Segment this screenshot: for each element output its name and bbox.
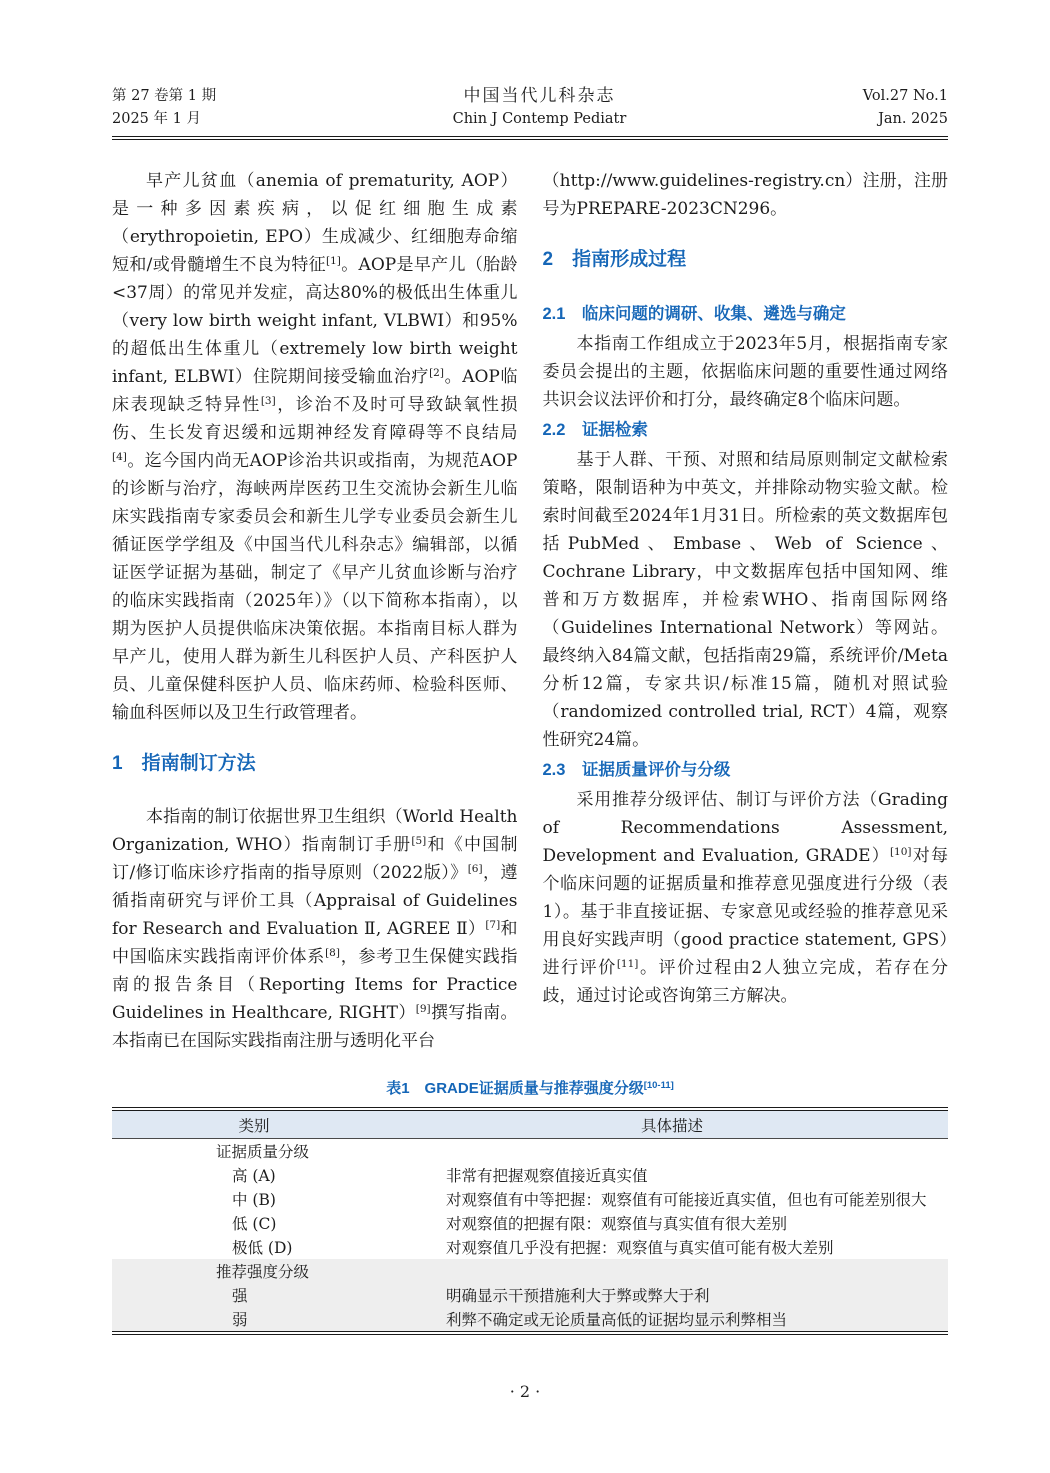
table-1-title-reference: [10-11] [643,1080,674,1091]
row-description: 利弊不确定或无论质量高低的证据均显示利弊相当 [446,1311,788,1329]
row-description: 非常有把握观察值接近真实值 [446,1167,648,1185]
section-2-2-heading: 2.2 证据检索 [542,421,648,439]
table-header-description: 具体描述 [640,1116,703,1135]
table-row-group-evidence [112,1139,948,1163]
row-category: 低 (C) [232,1215,277,1233]
section-1-paragraph: 本指南的制订依据世界卫生组织（World Health Organization, WHO）指南制订手册[5]和《中国制订/修订临床诊疗指南的指导原则（2022版）》[6]，遵循指南研究与评价工具（Appraisal of Guidelines for Research and Evaluation Ⅱ, AGREE Ⅱ）[7]和中国临床实践指南评价体系[8]，参考卫生保健实践指南的报告条目（Reporting Items for Practice Guidelines in Healthcare, RIGHT）[9]撰写指南。本指南已在国际实践指南注册与透明化平台 [112,807,518,1051]
section-2-heading: 2 指南形成过程 [542,249,687,270]
row-description: 明确显示干预措施利大于弊或弊大于利 [446,1287,710,1305]
row-category: 推荐强度分级 [216,1263,310,1281]
journal-title-en: Chin J Contemp Pediatr [452,111,627,127]
journal-header [112,85,948,140]
header-volume-issue-en [863,85,948,131]
page-number: · 2 · [509,1382,541,1401]
section-2-1-heading: 2.1 临床问题的调研、收集、遴选与确定 [542,305,846,323]
section-2-3-heading: 2.3 证据质量评价与分级 [542,761,731,779]
table-row-low [112,1211,948,1235]
page-footer [0,1382,1050,1401]
right-column [543,167,949,1055]
table-header-row [112,1111,948,1139]
volume-issue-cn: 第 27 卷第 1 期 [112,88,217,104]
journal-title-cn: 中国当代儿科杂志 [463,86,616,106]
intro-paragraph: 早产儿贫血（anemia of prematurity, AOP）是一种多因素疾病，以促红细胞生成素（erythropoietin, EPO）生成减少、红细胞寿命缩短和/或骨髓增生不良为特征[1]。AOP是早产儿（胎龄<37周）的常见并发症，高达80%的极低出生体重儿（very low birth weight infant, VLBWI）和95%的超低出生体重儿（extremely low birth weight infant, ELBWI）住院期间接受输血治疗[2]。AOP临床表现缺乏特异性[3]，诊治不及时可导致缺氧性损伤、生长发育迟缓和远期神经发育障碍等不良结局[4]。迄今国内尚无AOP诊治共识或指南，为规范AOP的诊断与治疗，海峡两岸医药卫生交流协会新生儿临床实践指南专家委员会和新生儿学专业委员会新生儿循证医学学组及《中国当代儿科杂志》编辑部，以循证医学证据为基础，制定了《早产儿贫血诊断与治疗的临床实践指南（2025年）》（以下简称本指南），以期为医护人员提供临床决策依据。本指南目标人群为早产儿，使用人群为新生儿科医护人员、产科医护人员、儿童保健科医护人员、临床药师、检验科医师、输血科医师以及卫生行政管理者。 [112,171,518,723]
section-2-2-paragraph: 基于人群、干预、对照和结局原则制定文献检索策略，限制语种为中英文，并排除动物实验文献。检索时间截至2024年1月31日。所检索的英文数据库包括PubMed、Embase、Web of Science、Cochrane Library，中文数据库包括中国知网、维普和万方数据库，并检索WHO、指南国际网络（Guidelines International Network）等网站。最终纳入84篇文献，包括指南29篇，系统评价/Meta分析12篇，专家共识/标准15篇，随机对照试验（randomized controlled trial, RCT）4篇，观察性研究24篇。 [542,450,948,750]
table-1-title [112,1077,948,1098]
section-2-3-paragraph: 采用推荐分级评估、制订与评价方法（Grading of Recommendations Assessment, Development and Evaluation, GRADE）[10]对每个临床问题的证据质量和推荐意见强度进行分级（表1）。基于非直接证据、专家意见或经验的推荐意见采用良好实践声明（good practice statement, GPS）进行评价[11]。评价过程由2人独立完成，若存在分歧，通过讨论或咨询第三方解决。 [542,790,948,1006]
table-row-very-low [112,1235,948,1259]
date-cn: 2025 年 1 月 [112,111,201,127]
row-description: 对观察值几乎没有把握：观察值与真实值可能有极大差别 [446,1239,834,1257]
table-row-strong [112,1283,948,1307]
date-en: Jan. 2025 [878,111,948,127]
table-1-title-text: 表1 GRADE证据质量与推荐强度分级 [386,1080,644,1097]
row-category: 强 [232,1287,248,1305]
row-category: 极低 (D) [232,1239,293,1257]
section-2-1-paragraph: 本指南工作组成立于2023年5月，根据指南专家委员会提出的主题，依据临床问题的重要性通过网络共识会议法评价和打分，最终确定8个临床问题。 [542,334,948,410]
section-1-paragraph-continued: （http://www.guidelines-registry.cn）注册，注册号为PREPARE-2023CN296。 [542,171,948,219]
table-row-moderate [112,1187,948,1211]
section-1-heading: 1 指南制订方法 [112,753,256,774]
table-1-block [112,1077,948,1335]
table-row-high [112,1163,948,1187]
grade-table [112,1107,948,1335]
header-volume-issue [112,85,216,131]
row-category: 证据质量分级 [216,1143,310,1161]
journal-title [453,85,627,131]
row-category: 高 (A) [232,1167,276,1185]
table-row-weak [112,1307,948,1331]
table-header-category: 类别 [238,1116,270,1135]
row-category: 弱 [232,1311,248,1329]
row-category: 中 (B) [232,1191,276,1209]
row-description: 对观察值有中等把握：观察值有可能接近真实值，但也有可能差别很大 [446,1191,927,1209]
table-row-group-strength [112,1259,948,1283]
row-description: 对观察值的把握有限：观察值与真实值有很大差别 [446,1215,788,1233]
left-column [112,167,518,1055]
volume-issue-en: Vol.27 No.1 [862,88,948,104]
article-body [112,167,948,1055]
